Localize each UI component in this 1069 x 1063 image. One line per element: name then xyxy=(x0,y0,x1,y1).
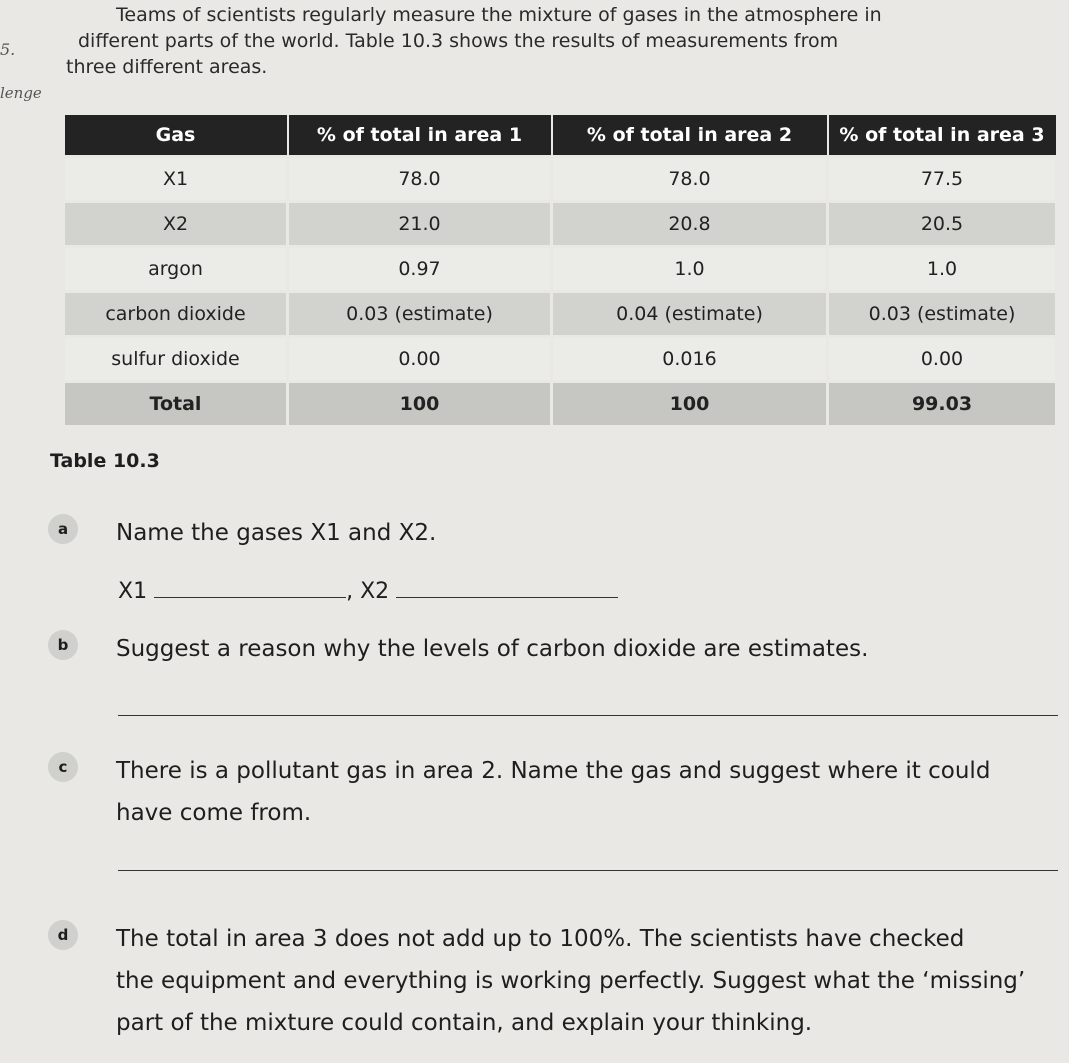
table-caption: Table 10.3 xyxy=(50,450,160,472)
area-3-cell: 0.03 (estimate) xyxy=(828,292,1057,337)
header-gas: Gas xyxy=(64,114,288,157)
gas-name-cell: X2 xyxy=(64,202,288,247)
area-2-cell: 0.016 xyxy=(552,337,828,382)
answer-line-b[interactable] xyxy=(118,715,1058,716)
header-area-3: % of total in area 3 xyxy=(828,114,1057,157)
table-row xyxy=(64,337,1057,382)
area-2-cell: 0.04 (estimate) xyxy=(552,292,828,337)
area-1-cell: 78.0 xyxy=(288,157,552,202)
table-header-row xyxy=(64,114,1057,157)
area-2-cell: 1.0 xyxy=(552,247,828,292)
question-line: have come from. xyxy=(116,800,312,826)
gas-name-cell: X1 xyxy=(64,157,288,202)
intro-paragraph xyxy=(66,2,946,80)
question-text xyxy=(116,750,1058,834)
x2-label: , X2 xyxy=(346,579,390,604)
margin-note-number: 5. xyxy=(0,40,16,59)
area-3-cell: 0.00 xyxy=(828,337,1057,382)
question-c xyxy=(48,750,1058,834)
table-total-row xyxy=(64,382,1057,427)
total-area-2-cell: 100 xyxy=(552,382,828,427)
question-line: the equipment and everything is working perfectly. Suggest what the ‘missing’ xyxy=(116,968,1026,994)
total-area-1-cell: 100 xyxy=(288,382,552,427)
gas-name-cell: argon xyxy=(64,247,288,292)
total-label-cell: Total xyxy=(64,382,288,427)
question-text xyxy=(116,918,1058,1044)
answer-line-c[interactable] xyxy=(118,870,1058,871)
gas-name-cell: carbon dioxide xyxy=(64,292,288,337)
question-b xyxy=(48,628,1058,670)
table-row xyxy=(64,157,1057,202)
header-area-1: % of total in area 1 xyxy=(288,114,552,157)
header-area-2: % of total in area 2 xyxy=(552,114,828,157)
x2-answer-blank[interactable] xyxy=(396,575,618,598)
x1-label: X1 xyxy=(118,579,148,604)
table-row xyxy=(64,202,1057,247)
area-1-cell: 0.97 xyxy=(288,247,552,292)
area-1-cell: 0.03 (estimate) xyxy=(288,292,552,337)
x1-answer-blank[interactable] xyxy=(154,575,346,598)
x1-x2-answer-row xyxy=(118,575,618,604)
question-line: The total in area 3 does not add up to 100%. The scientists have checked xyxy=(116,926,965,952)
intro-line: three different areas. xyxy=(66,56,268,78)
table-row xyxy=(64,292,1057,337)
margin-note-challenge: lenge xyxy=(0,84,42,102)
question-line: There is a pollutant gas in area 2. Name the gas and suggest where it could xyxy=(116,758,991,784)
question-marker: c xyxy=(48,752,78,782)
area-1-cell: 0.00 xyxy=(288,337,552,382)
area-2-cell: 20.8 xyxy=(552,202,828,247)
question-line: part of the mixture could contain, and explain your thinking. xyxy=(116,1010,813,1036)
area-3-cell: 1.0 xyxy=(828,247,1057,292)
question-marker: d xyxy=(48,920,78,950)
gas-measurements-table xyxy=(62,113,1058,428)
question-text: Name the gases X1 and X2. xyxy=(116,520,437,546)
question-marker: a xyxy=(48,514,78,544)
table-row xyxy=(64,247,1057,292)
total-area-3-cell: 99.03 xyxy=(828,382,1057,427)
question-d xyxy=(48,918,1058,1044)
gas-name-cell: sulfur dioxide xyxy=(64,337,288,382)
question-a xyxy=(48,512,1058,554)
question-marker: b xyxy=(48,630,78,660)
area-3-cell: 77.5 xyxy=(828,157,1057,202)
area-2-cell: 78.0 xyxy=(552,157,828,202)
intro-line: different parts of the world. Table 10.3 shows the results of measurements from xyxy=(78,30,839,52)
area-3-cell: 20.5 xyxy=(828,202,1057,247)
question-text: Suggest a reason why the levels of carbon dioxide are estimates. xyxy=(116,636,869,662)
area-1-cell: 21.0 xyxy=(288,202,552,247)
intro-line: Teams of scientists regularly measure the mixture of gases in the atmosphere in xyxy=(116,4,882,26)
